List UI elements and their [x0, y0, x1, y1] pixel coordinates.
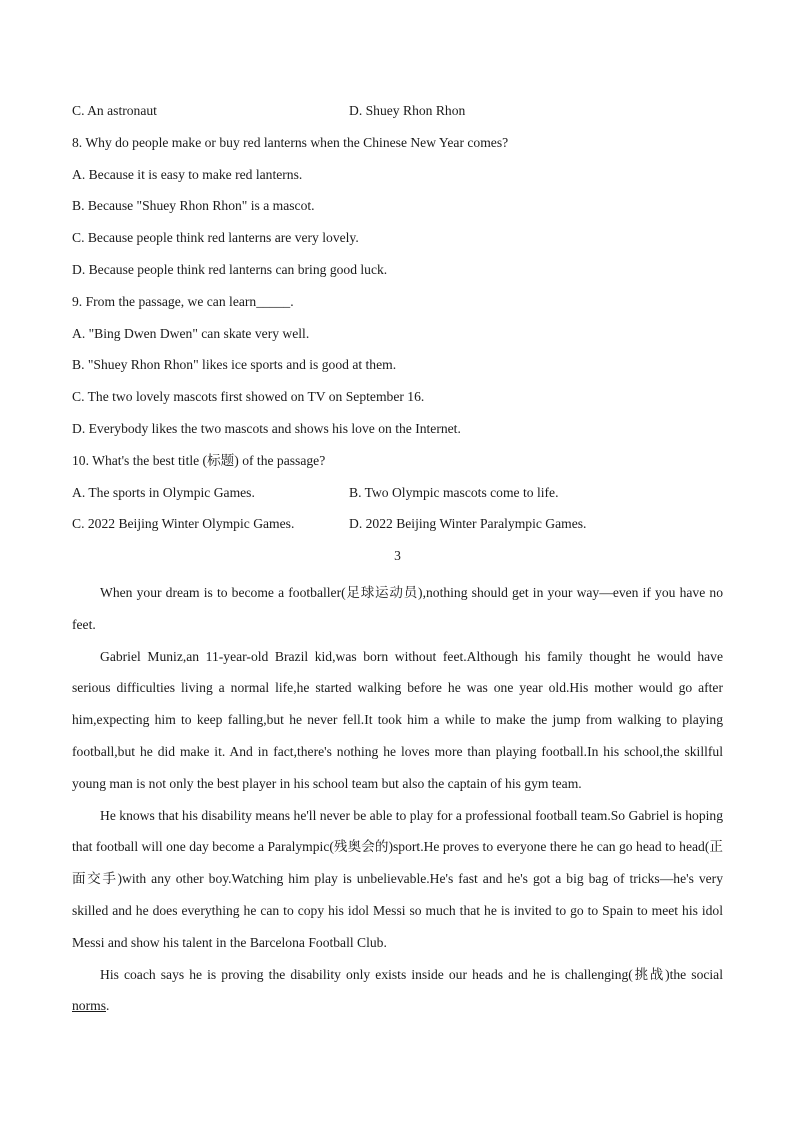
q9-option-d: D. Everybody likes the two mascots and shows his love on the Internet.	[72, 420, 461, 436]
q10-option-b: B. Two Olympic mascots come to life.	[349, 484, 559, 500]
page-content	[72, 100, 723, 1022]
passage-paragraph-4	[72, 959, 723, 1023]
passage-p4-text: His coach says he is proving the disability only exists inside our heads and he is challenging(挑战)the social	[100, 966, 723, 982]
passage-p2-text: Gabriel Muniz,an 11-year-old Brazil kid,was born without feet.Although his family thought he would have serious difficulties living a normal life,he started walking before he was one year old.His mother would go after him,expecting him to keep falling,but he never fell.It took him a while to make the jump from walking to playing football,but he did make it. And in fact,there's nothing he loves more than playing football.In his school,the skillful young man is not only the best player in his school team but also the captain of his gym team.	[72, 648, 723, 791]
passage-p3-text: He knows that his disability means he'll never be able to play for a professional football team.So Gabriel is hoping that football will one day become a Paralympic(残奥会的)sport.He proves to everyone there he can go head to head(正面交手)with any other boy.Watching him play is unbelievable.He's fast and he's got a big bag of tricks—he's very skilled and he does everything he can to copy his idol Messi so much that he is invited to go to Spain to meet his idol Messi and show his talent in the Barcelona Football Club.	[72, 807, 723, 950]
q10-options-row-2	[72, 513, 723, 545]
passage-p4-end: .	[105, 998, 110, 1014]
passage-paragraph-1	[72, 577, 723, 641]
q8-option-d: D. Because people think red lanterns can bring good luck.	[72, 261, 388, 277]
question-10: 10. What's the best title (标题) of the passage?	[72, 452, 326, 468]
q9-option-a: A. "Bing Dwen Dwen" can skate very well.	[72, 325, 310, 341]
passage-p1-text: When your dream is to become a footballer(足球运动员),nothing should get in your way—even if you have no feet.	[72, 584, 723, 632]
options-row-top	[72, 100, 723, 132]
passage-paragraph-3	[72, 800, 723, 959]
option-d: D. Shuey Rhon Rhon	[349, 103, 466, 118]
passage-paragraph-2	[72, 641, 723, 800]
q10-option-d: D. 2022 Beijing Winter Paralympic Games.	[349, 516, 587, 532]
q8-option-b: B. Because "Shuey Rhon Rhon" is a mascot.	[72, 198, 315, 214]
q9-option-c: C. The two lovely mascots first showed on TV on September 16.	[72, 389, 425, 405]
underlined-word: norms	[72, 998, 106, 1014]
q8-option-c: C. Because people think red lanterns are very lovely.	[72, 230, 359, 246]
option-c: C. An astronaut	[72, 103, 157, 118]
section-number: 3	[394, 548, 401, 564]
q9-option-b: B. "Shuey Rhon Rhon" likes ice sports and is good at them.	[72, 357, 397, 373]
q10-option-c: C. 2022 Beijing Winter Olympic Games.	[72, 516, 295, 532]
q8-option-a: A. Because it is easy to make red lanterns.	[72, 166, 303, 182]
question-9: 9. From the passage, we can learn_____.	[72, 293, 294, 309]
q10-options-row-1	[72, 482, 723, 514]
question-8: 8. Why do people make or buy red lanterns when the Chinese New Year comes?	[72, 134, 509, 150]
q10-option-a: A. The sports in Olympic Games.	[72, 484, 255, 500]
